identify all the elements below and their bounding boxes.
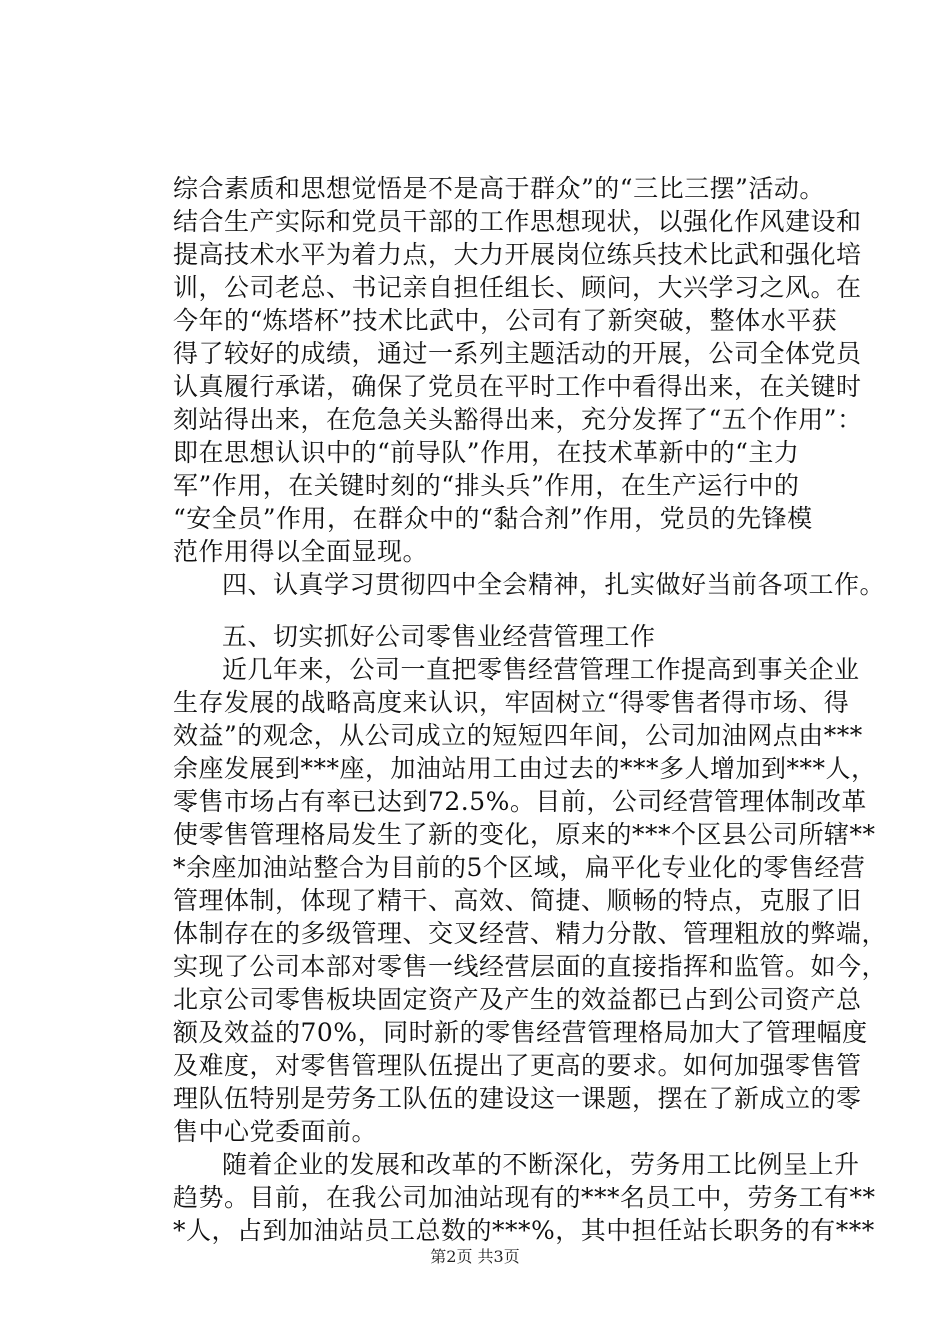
text-line: 体制存在的多级管理、交叉经营、精力分散、管理粗放的弊端， [173,919,888,948]
text-line: 管理体制，体现了精干、高效、简捷、顺畅的特点，克服了旧 [173,886,862,915]
text-line: *人，占到加油站员工总数的***%，其中担任站长职务的有*** [173,1216,875,1245]
text-line: 生存发展的战略高度来认识，牢固树立“得零售者得市场、得 [173,688,850,717]
text-line: 今年的“炼塔杯”技术比武中，公司有了新突破，整体水平获 [173,306,838,335]
text-line: 综合素质和思想觉悟是不是高于群众”的“三比三摆”活动。 [173,174,825,203]
text-line: 结合生产实际和党员干部的工作思想现状，以强化作风建设和 [173,207,862,236]
text-line: 趋势。目前，在我公司加油站现有的***名员工中，劳务工有** [173,1183,876,1212]
text-line: 随着企业的发展和改革的不断深化，劳务用工比例呈上升 [222,1150,860,1179]
text-line: 售中心党委面前。 [173,1117,378,1146]
text-line: 近几年来，公司一直把零售经营管理工作提高到事关企业 [222,655,860,684]
section-heading: 四、认真学习贯彻四中全会精神，扎实做好当前各项工作。 [222,570,886,599]
text-line: 认真履行承诺，确保了党员在平时工作中看得出来，在关键时 [173,372,862,401]
text-line: *余座加油站整合为目前的5个区域，扁平化专业化的零售经营 [173,853,866,882]
text-line: 额及效益的70%，同时新的零售经营管理格局加大了管理幅度 [173,1018,868,1047]
text-line: 军”作用，在关键时刻的“排头兵”作用，在生产运行中的 [173,471,800,500]
text-line: 实现了公司本部对零售一线经营层面的直接指挥和监管。如今， [173,952,888,981]
text-line: 训，公司老总、书记亲自担任组长、顾问，大兴学习之风。在 [173,273,862,302]
text-line: 刻站得出来，在危急关头豁得出来，充分发挥了“五个作用”： [173,405,863,434]
text-line: 使零售管理格局发生了新的变化，原来的***个区县公司所辖** [173,820,876,849]
section-heading: 五、切实抓好公司零售业经营管理工作 [222,622,656,651]
text-line: 及难度，对零售管理队伍提出了更高的要求。如何加强零售管 [173,1051,862,1080]
text-line: 余座发展到***座，加油站用工由过去的***多人增加到***人， [173,754,877,783]
text-line: 零售市场占有率已达到72.5%。目前，公司经营管理体制改革 [173,787,867,816]
text-line: 提高技术水平为着力点，大力开展岗位练兵技术比武和强化培 [173,240,862,269]
text-line: 得了较好的成绩，通过一系列主题活动的开展，公司全体党员 [173,339,862,368]
text-line: 效益”的观念，从公司成立的短短四年间，公司加油网点由*** [173,721,863,750]
text-line: 北京公司零售板块固定资产及产生的效益都已占到公司资产总 [173,985,862,1014]
text-line: 范作用得以全面显现。 [173,537,429,566]
text-line: “安全员”作用，在群众中的“黏合剂”作用，党员的先锋模 [173,504,813,533]
text-line: 理队伍特别是劳务工队伍的建设这一课题，摆在了新成立的零 [173,1084,862,1113]
text-line: 即在思想认识中的“前导队”作用，在技术革新中的“主力 [173,438,800,467]
page-footer: 第2页 共3页 [430,1247,520,1266]
